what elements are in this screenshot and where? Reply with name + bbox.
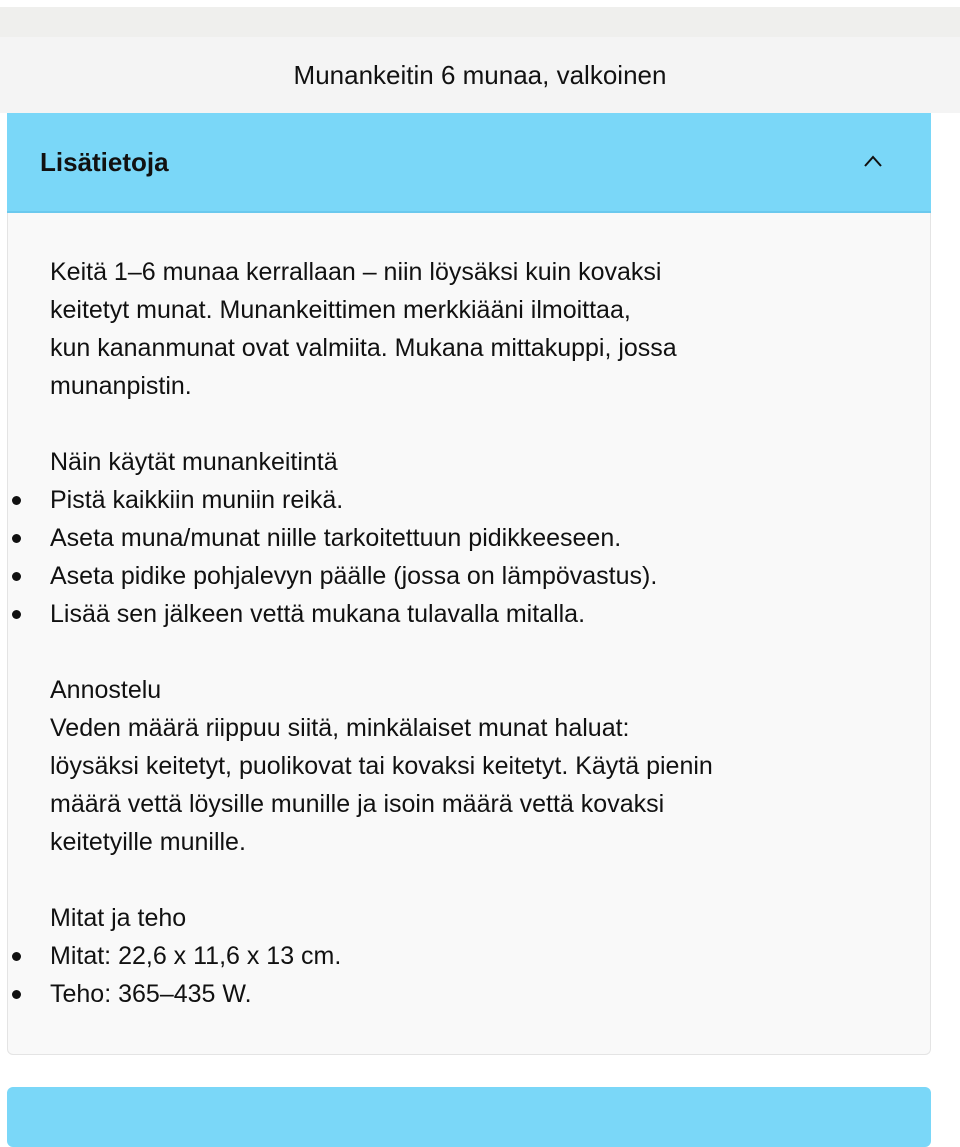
product-title-band (0, 37, 960, 113)
accordion-content (50, 253, 910, 1013)
list-item: Lisää sen jälkeen vettä mukana tulavalla mitalla. (50, 595, 910, 633)
dosing-heading: Annostelu (50, 676, 162, 704)
dosing-line: keitetyille munille. (50, 828, 246, 856)
list-item: Aseta muna/munat niille tarkoitettuun pidikkeeseen. (50, 519, 910, 557)
product-title: Munankeitin 6 munaa, valkoinen (293, 59, 667, 90)
list-item: Aseta pidike pohjalevyn päälle (jossa on lämpövastus). (50, 557, 910, 595)
section-gap (0, 7, 960, 37)
next-accordion-header[interactable] (7, 1087, 931, 1147)
accordion-header-lisatietoja[interactable] (7, 113, 931, 213)
list-item: Teho: 365–435 W. (50, 975, 910, 1013)
specs-list (50, 937, 910, 1013)
top-bar (0, 0, 936, 7)
intro-line: munanpistin. (50, 372, 192, 400)
list-item: Mitat: 22,6 x 11,6 x 13 cm. (50, 937, 910, 975)
accordion-title: Lisätietoja (40, 146, 169, 177)
usage-list (50, 481, 910, 633)
intro-line: kun kananmunat ovat valmiita. Mukana mittakuppi, jossa (50, 334, 677, 362)
dosing-line: Veden määrä riippuu siitä, minkälaiset munat haluat: (50, 714, 630, 742)
usage-heading: Näin käytät munankeitintä (50, 448, 338, 476)
dosing-line: löysäksi keitetyt, puolikovat tai kovaksi keitetyt. Käytä pienin (50, 752, 713, 780)
list-item: Pistä kaikkiin muniin reikä. (50, 481, 910, 519)
intro-line: keitetyt munat. Munankeittimen merkkiääni ilmoittaa, (50, 296, 631, 324)
dosing-line: määrä vettä löysille munille ja isoin määrä vettä kovaksi (50, 790, 665, 818)
intro-line: Keitä 1–6 munaa kerrallaan – niin löysäksi kuin kovaksi (50, 258, 662, 286)
specs-heading: Mitat ja teho (50, 904, 187, 932)
chevron-up-icon[interactable] (863, 152, 883, 172)
